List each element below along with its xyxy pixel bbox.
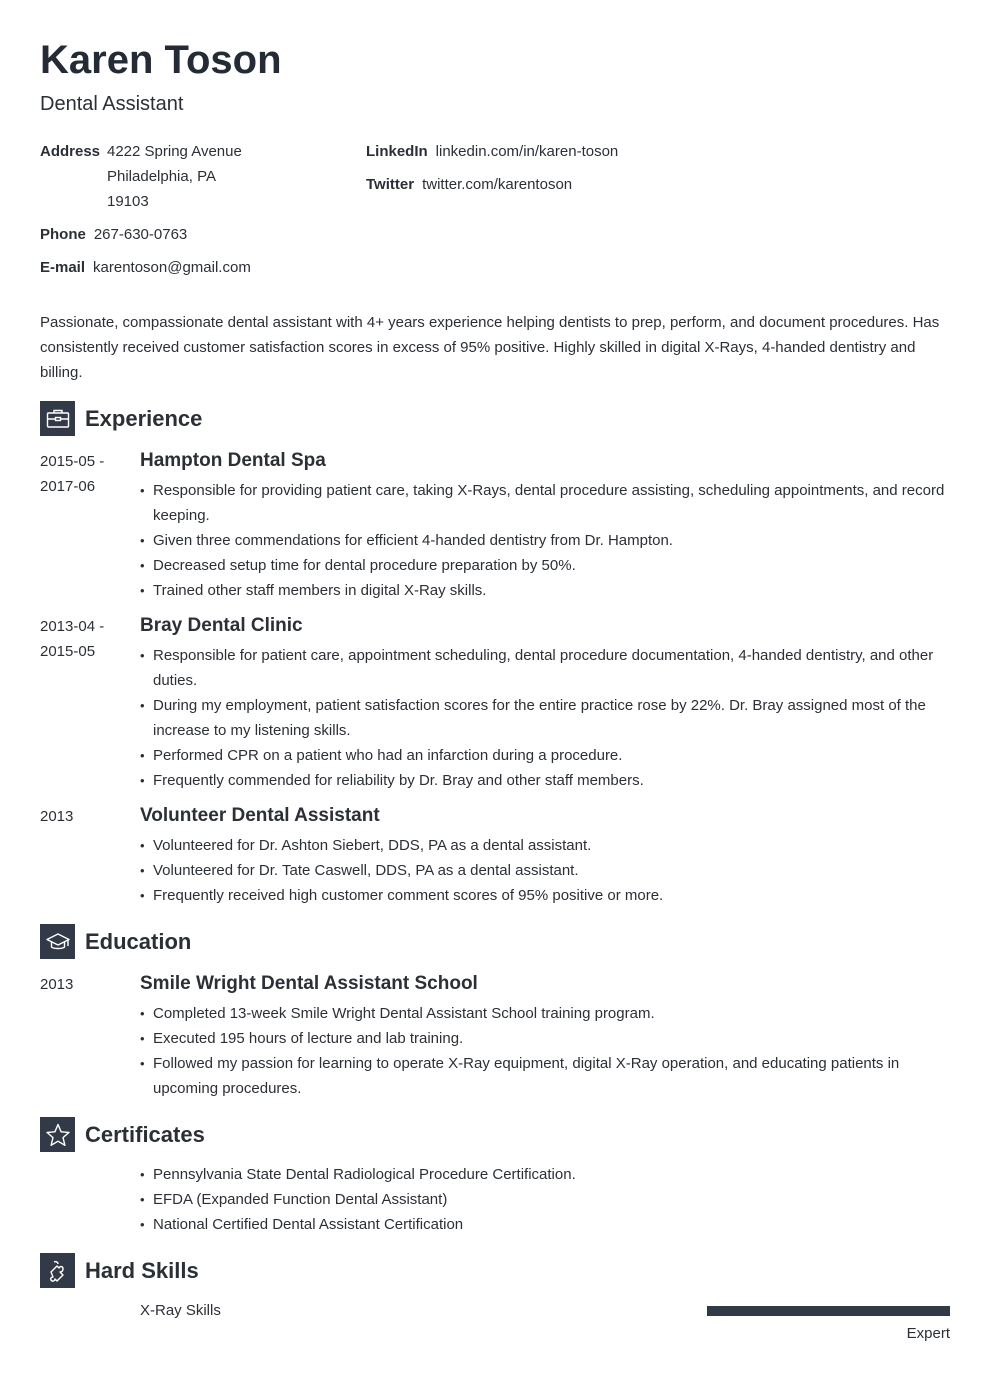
hard-skills-section-header — [40, 1253, 199, 1288]
education-section-title: Education — [85, 928, 192, 954]
entry-date: 2015-05 - 2017-06 — [40, 453, 105, 495]
linkedin-value[interactable]: linkedin.com/in/karen-toson — [435, 143, 619, 160]
entry-bullets — [140, 643, 952, 793]
certificates-section-title: Certificates — [85, 1121, 205, 1147]
address-lines — [107, 139, 242, 214]
twitter-label: Twitter — [366, 176, 415, 193]
experience-section-title: Experience — [85, 405, 203, 431]
bullet-item: • Trained other staff members in digital X-Ray skills. — [140, 578, 952, 603]
linkedin-row — [366, 139, 618, 164]
bullet-item: • Given three commendations for efficient 4-handed dentistry from Dr. Hampton. — [140, 528, 952, 553]
bullet-item: • Completed 13-week Smile Wright Dental Assistant School training program. — [140, 1001, 952, 1026]
bullet-item: • Frequently received high customer comment scores of 95% positive or more. — [140, 883, 952, 908]
entry-date: 2013-04 - 2015-05 — [40, 618, 105, 660]
twitter-row — [366, 172, 572, 197]
entry-organization: Bray Dental Clinic — [140, 615, 303, 636]
certificate-item: • EFDA (Expanded Function Dental Assistant) — [140, 1187, 952, 1212]
bullet-item: • Decreased setup time for dental procedure preparation by 50%. — [140, 553, 952, 578]
address-label: Address — [40, 143, 101, 160]
entry-bullets — [140, 478, 952, 603]
email-row — [40, 255, 251, 280]
certificates-section-header — [40, 1117, 205, 1152]
entry-organization: Hampton Dental Spa — [140, 450, 326, 471]
bullet-item: • Executed 195 hours of lecture and lab training. — [140, 1026, 952, 1051]
candidate-name: Karen Toson — [40, 38, 282, 82]
certificate-item: • National Certified Dental Assistant Certification — [140, 1212, 952, 1237]
skill-name: X-Ray Skills — [140, 1302, 221, 1319]
bullet-item: • Frequently commended for reliability by Dr. Bray and other staff members. — [140, 768, 952, 793]
skill-level-label: Expert — [906, 1325, 950, 1342]
phone-value: 267-630-0763 — [93, 226, 188, 243]
hard-skills-section-title: Hard Skills — [85, 1257, 199, 1283]
bullet-item: • Responsible for patient care, appointment scheduling, dental procedure documentation, 4-handed dentistry, and other duties. — [140, 643, 952, 693]
email-value[interactable]: karentoson@gmail.com — [93, 259, 251, 276]
entry-bullets — [140, 833, 952, 908]
address-line: 4222 Spring Avenue — [107, 143, 242, 160]
bullet-item: • Volunteered for Dr. Tate Caswell, DDS, PA as a dental assistant. — [140, 858, 952, 883]
bullet-item: • Followed my passion for learning to operate X-Ray equipment, digital X-Ray operation, and educating patients in upcoming procedures. — [140, 1051, 952, 1101]
entry-bullets — [140, 1001, 952, 1101]
phone-label: Phone — [40, 226, 86, 243]
address-block — [40, 139, 242, 214]
entry-date: 2013 — [40, 808, 74, 825]
linkedin-label: LinkedIn — [366, 143, 428, 160]
skill-level-fill — [707, 1306, 950, 1316]
email-label: E-mail — [40, 259, 86, 276]
address-line: Philadelphia, PA — [107, 168, 216, 185]
job-title: Dental Assistant — [40, 93, 184, 115]
entry-date: 2013 — [40, 976, 74, 993]
bullet-item: • Volunteered for Dr. Ashton Siebert, DDS, PA as a dental assistant. — [140, 833, 952, 858]
education-section-header — [40, 924, 191, 959]
address-line: 19103 — [107, 193, 149, 210]
phone-row — [40, 222, 187, 247]
certificate-item: • Pennsylvania State Dental Radiological Procedure Certification. — [140, 1162, 952, 1187]
bullet-item: • Performed CPR on a patient who had an infarction during a procedure. — [140, 743, 952, 768]
bullet-item: • Responsible for providing patient care, taking X-Rays, dental procedure assisting, scheduling appointments, and record keeping. — [140, 478, 952, 528]
certificates-list — [140, 1162, 952, 1237]
experience-section-header — [40, 401, 202, 436]
skill-level-bar — [707, 1306, 950, 1316]
entry-organization: Volunteer Dental Assistant — [140, 805, 380, 826]
twitter-value[interactable]: twitter.com/karentoson — [422, 176, 573, 193]
briefcase-icon — [40, 401, 75, 436]
entry-organization: Smile Wright Dental Assistant School — [140, 973, 478, 994]
graduation-cap-icon — [40, 924, 75, 959]
summary-paragraph: Passionate, compassionate dental assistant with 4+ years experience helping dentists to prep, perform, and document procedures. Has consistently received customer satisfaction scores in excess of 95% positive. Highly skilled in digital X-Rays, 4-handed dentistry and billing. — [40, 314, 940, 381]
puzzle-icon — [40, 1253, 75, 1288]
bullet-item: • During my employment, patient satisfaction scores for the entire practice rose by 22%. Dr. Bray assigned most of the increase to my listening skills. — [140, 693, 952, 743]
star-icon — [40, 1117, 75, 1152]
